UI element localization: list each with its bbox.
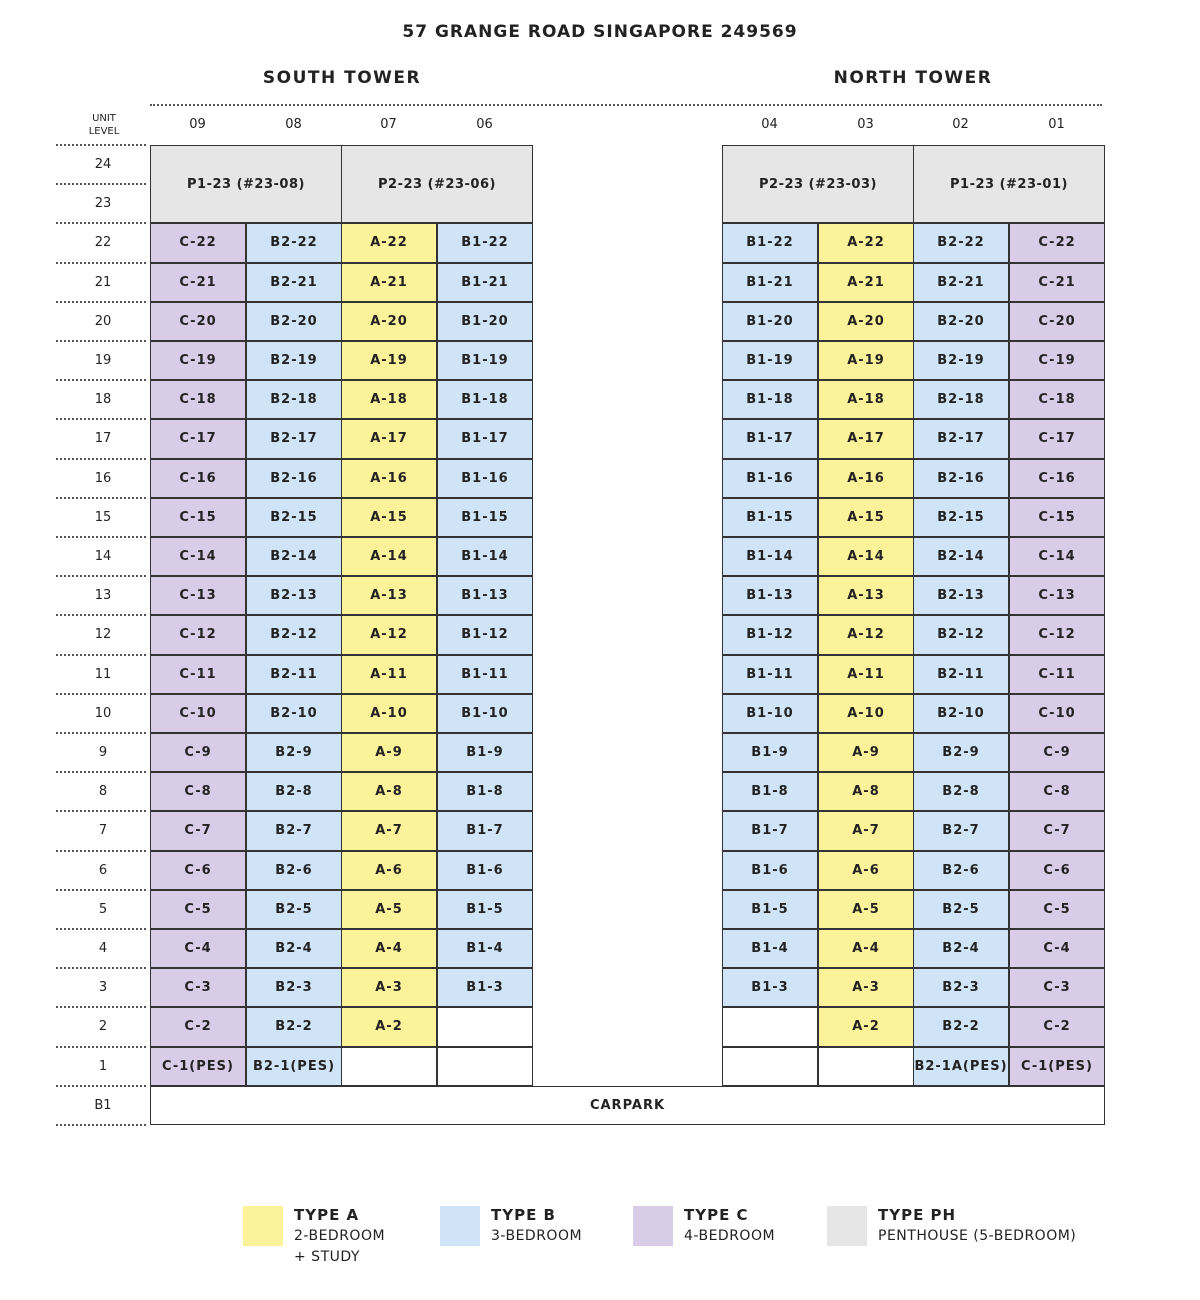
unit-cell: A-22 [818, 223, 914, 262]
level-label-24: 24 [94, 157, 112, 172]
unit-cell: A-17 [818, 419, 914, 458]
unit-cell: A-10 [818, 694, 914, 733]
unit-cell: B2-7 [913, 811, 1009, 850]
unit-cell: C-9 [1009, 733, 1105, 772]
unit-cell: B2-10 [246, 694, 342, 733]
level-divider [56, 379, 146, 381]
unit-cell: C-2 [150, 1007, 246, 1046]
level-divider [56, 614, 146, 616]
column-header-02: 02 [952, 117, 969, 132]
unit-cell: C-20 [1009, 302, 1105, 341]
level-divider [56, 693, 146, 695]
unit-cell: C-1(PES) [1009, 1047, 1105, 1086]
unit-cell: A-2 [341, 1007, 437, 1046]
level-label-20: 20 [94, 313, 112, 329]
unit-cell: B1-7 [437, 811, 533, 850]
legend-title: TYPE C [684, 1206, 749, 1224]
unit-cell: C-14 [1009, 537, 1105, 576]
empty-cell [722, 1047, 818, 1086]
unit-cell: B2-13 [913, 576, 1009, 615]
unit-cell: B2-13 [246, 576, 342, 615]
level-divider [56, 418, 146, 420]
unit-cell: A-7 [341, 811, 437, 850]
unit-cell: B1-13 [722, 576, 818, 615]
level-label-16: 16 [94, 470, 112, 486]
unit-cell: B1-20 [437, 302, 533, 341]
unit-cell: C-9 [150, 733, 246, 772]
unit-cell: B2-18 [913, 380, 1009, 419]
level-label-3: 3 [98, 980, 108, 996]
level-label-12: 12 [94, 627, 112, 643]
unit-cell: C-12 [1009, 615, 1105, 654]
unit-cell: A-6 [818, 851, 914, 890]
unit-cell: C-17 [150, 419, 246, 458]
header-divider [150, 104, 1102, 106]
unit-cell: C-22 [150, 223, 246, 262]
unit-cell: B2-19 [246, 341, 342, 380]
unit-cell: B1-7 [722, 811, 818, 850]
unit-cell: B1-4 [722, 929, 818, 968]
level-divider [56, 144, 146, 146]
unit-cell: B1-6 [722, 851, 818, 890]
level-label-23: 23 [94, 196, 112, 212]
level-label-18: 18 [94, 392, 112, 408]
unit-cell: C-15 [150, 498, 246, 537]
unit-cell: B2-18 [246, 380, 342, 419]
unit-cell: C-11 [150, 655, 246, 694]
unit-cell: B2-16 [913, 459, 1009, 498]
unit-cell: C-20 [150, 302, 246, 341]
penthouse-unit: P2-23 (#23-06) [341, 145, 533, 223]
unit-cell: C-21 [1009, 263, 1105, 302]
level-label: LEVEL [88, 126, 120, 137]
legend-description: PENTHOUSE (5-BEDROOM) [878, 1228, 1077, 1244]
unit-cell: C-1(PES) [150, 1047, 246, 1086]
unit-cell: A-4 [818, 929, 914, 968]
unit-cell: B2-12 [913, 615, 1009, 654]
unit-cell: B2-5 [913, 890, 1009, 929]
unit-cell: A-4 [341, 929, 437, 968]
unit-cell: A-14 [341, 537, 437, 576]
unit-cell: B1-14 [437, 537, 533, 576]
level-divider [56, 497, 146, 499]
unit-cell: C-5 [1009, 890, 1105, 929]
unit-cell: A-19 [818, 341, 914, 380]
unit-cell: B2-9 [246, 733, 342, 772]
unit-cell: B1-17 [437, 419, 533, 458]
unit-cell: C-8 [150, 772, 246, 811]
unit-cell: B2-14 [913, 537, 1009, 576]
unit-cell: A-20 [818, 302, 914, 341]
level-divider [56, 889, 146, 891]
unit-cell: B1-17 [722, 419, 818, 458]
unit-cell: C-5 [150, 890, 246, 929]
unit-cell: C-4 [1009, 929, 1105, 968]
level-label-5: 5 [98, 901, 108, 917]
unit-cell: C-19 [150, 341, 246, 380]
unit-cell: A-8 [341, 772, 437, 811]
legend-description: 2-BEDROOM [294, 1228, 386, 1244]
unit-cell: B2-19 [913, 341, 1009, 380]
legend-swatch [243, 1206, 283, 1246]
unit-cell: B1-8 [722, 772, 818, 811]
unit-cell: C-8 [1009, 772, 1105, 811]
column-header-08: 08 [285, 117, 302, 132]
unit-cell: B1-19 [437, 341, 533, 380]
unit-cell: C-16 [150, 459, 246, 498]
legend-title: TYPE A [294, 1206, 360, 1224]
level-divider [56, 1124, 146, 1126]
unit-cell: A-8 [818, 772, 914, 811]
unit-cell: B2-7 [246, 811, 342, 850]
unit-cell: B2-9 [913, 733, 1009, 772]
unit-cell: A-16 [818, 459, 914, 498]
unit-cell: A-5 [341, 890, 437, 929]
column-header-06: 06 [476, 117, 493, 132]
unit-cell: B2-17 [246, 419, 342, 458]
level-label-1: 1 [98, 1058, 108, 1074]
legend-title: TYPE B [491, 1206, 556, 1224]
empty-cell [722, 1007, 818, 1046]
unit-cell: C-2 [1009, 1007, 1105, 1046]
unit-cell: B1-5 [437, 890, 533, 929]
level-divider [56, 732, 146, 734]
unit-cell: B1-6 [437, 851, 533, 890]
unit-cell: B2-3 [913, 968, 1009, 1007]
unit-cell: C-13 [1009, 576, 1105, 615]
unit-cell: C-6 [150, 851, 246, 890]
level-label-8: 8 [98, 784, 108, 800]
unit-cell: B1-18 [722, 380, 818, 419]
unit-cell: B2-15 [913, 498, 1009, 537]
unit-cell: B2-11 [913, 655, 1009, 694]
unit-cell: B2-3 [246, 968, 342, 1007]
unit-cell: A-20 [341, 302, 437, 341]
unit-cell: B2-6 [913, 851, 1009, 890]
unit-cell: B2-21 [913, 263, 1009, 302]
unit-cell: C-21 [150, 263, 246, 302]
level-divider [56, 262, 146, 264]
unit-cell: C-3 [150, 968, 246, 1007]
unit-cell: B1-22 [722, 223, 818, 262]
column-header-09: 09 [189, 117, 206, 132]
unit-cell: A-22 [341, 223, 437, 262]
unit-cell: A-12 [818, 615, 914, 654]
unit-cell: C-22 [1009, 223, 1105, 262]
unit-cell: B1-4 [437, 929, 533, 968]
level-label-11: 11 [94, 666, 112, 682]
unit-cell: B1-15 [722, 498, 818, 537]
unit-cell: B1-9 [722, 733, 818, 772]
unit-cell: C-11 [1009, 655, 1105, 694]
empty-cell [437, 1007, 533, 1046]
south-tower-title: SOUTH TOWER [262, 68, 422, 88]
empty-cell [437, 1047, 533, 1086]
unit-cell: C-16 [1009, 459, 1105, 498]
unit-cell: B1-14 [722, 537, 818, 576]
unit-cell: A-14 [818, 537, 914, 576]
unit-cell: A-15 [341, 498, 437, 537]
column-header-03: 03 [857, 117, 874, 132]
unit-cell: B1-22 [437, 223, 533, 262]
level-label-2: 2 [98, 1019, 108, 1035]
level-divider [56, 1006, 146, 1008]
unit-cell: B2-21 [246, 263, 342, 302]
unit-cell: C-6 [1009, 851, 1105, 890]
unit-cell: B1-21 [437, 263, 533, 302]
unit-cell: A-12 [341, 615, 437, 654]
level-divider [56, 340, 146, 342]
unit-cell: B2-1(PES) [246, 1047, 342, 1086]
legend-swatch [827, 1206, 867, 1246]
unit-cell: B2-14 [246, 537, 342, 576]
unit-cell: B1-9 [437, 733, 533, 772]
unit-cell: B1-20 [722, 302, 818, 341]
level-divider [56, 1085, 146, 1087]
unit-cell: C-7 [150, 811, 246, 850]
unit-cell: B2-12 [246, 615, 342, 654]
unit-cell: B1-3 [437, 968, 533, 1007]
unit-cell: A-21 [341, 263, 437, 302]
unit-cell: B1-11 [722, 655, 818, 694]
level-label-22: 22 [94, 235, 112, 251]
unit-cell: A-3 [818, 968, 914, 1007]
unit-cell: B1-10 [437, 694, 533, 733]
level-divider [56, 183, 146, 185]
level-label-10: 10 [94, 705, 112, 721]
level-divider [56, 1046, 146, 1048]
level-label-13: 13 [94, 588, 112, 604]
level-label-4: 4 [98, 941, 108, 956]
unit-cell: A-13 [818, 576, 914, 615]
column-header-01: 01 [1048, 117, 1065, 132]
unit-cell: B1-13 [437, 576, 533, 615]
unit-label: UNIT [92, 113, 116, 124]
level-divider [56, 810, 146, 812]
unit-cell: B2-15 [246, 498, 342, 537]
unit-cell: B1-3 [722, 968, 818, 1007]
unit-cell: A-15 [818, 498, 914, 537]
unit-cell: B1-15 [437, 498, 533, 537]
level-label-17: 17 [94, 431, 112, 447]
unit-level-label [80, 112, 128, 138]
unit-cell: A-2 [818, 1007, 914, 1046]
unit-cell: A-16 [341, 459, 437, 498]
unit-cell: C-14 [150, 537, 246, 576]
legend-description: 3-BEDROOM [491, 1228, 583, 1244]
unit-cell: A-5 [818, 890, 914, 929]
penthouse-unit: P1-23 (#23-01) [913, 145, 1105, 223]
unit-cell: B1-21 [722, 263, 818, 302]
unit-cell: C-13 [150, 576, 246, 615]
unit-cell: B2-2 [246, 1007, 342, 1046]
unit-cell: C-10 [1009, 694, 1105, 733]
unit-cell: B2-17 [913, 419, 1009, 458]
unit-cell: B2-10 [913, 694, 1009, 733]
unit-cell: A-18 [818, 380, 914, 419]
unit-cell: B2-22 [246, 223, 342, 262]
legend-swatch [440, 1206, 480, 1246]
unit-cell: C-15 [1009, 498, 1105, 537]
level-divider [56, 458, 146, 460]
legend-description: + STUDY [294, 1249, 360, 1265]
unit-cell: B1-8 [437, 772, 533, 811]
column-header-04: 04 [761, 117, 778, 132]
unit-cell: A-3 [341, 968, 437, 1007]
unit-cell: C-18 [1009, 380, 1105, 419]
level-divider [56, 928, 146, 930]
unit-cell: B2-5 [246, 890, 342, 929]
legend-description: 4-BEDROOM [684, 1228, 776, 1244]
unit-cell: B1-5 [722, 890, 818, 929]
level-label-21: 21 [94, 274, 112, 290]
unit-cell: B1-11 [437, 655, 533, 694]
unit-cell: A-19 [341, 341, 437, 380]
level-label-14: 14 [94, 549, 112, 564]
level-divider [56, 222, 146, 224]
legend-title: TYPE PH [878, 1206, 957, 1224]
unit-cell: B1-12 [722, 615, 818, 654]
unit-cell: C-10 [150, 694, 246, 733]
level-divider [56, 536, 146, 538]
unit-cell: B2-4 [913, 929, 1009, 968]
unit-cell: C-12 [150, 615, 246, 654]
unit-cell: C-19 [1009, 341, 1105, 380]
level-divider [56, 575, 146, 577]
unit-cell: C-7 [1009, 811, 1105, 850]
carpark: CARPARK [150, 1086, 1105, 1125]
penthouse-unit: P1-23 (#23-08) [150, 145, 342, 223]
unit-cell: B1-18 [437, 380, 533, 419]
page-title: 57 GRANGE ROAD SINGAPORE 249569 [402, 22, 798, 42]
unit-cell: B1-12 [437, 615, 533, 654]
penthouse-unit: P2-23 (#23-03) [722, 145, 914, 223]
unit-cell: B2-1A(PES) [913, 1047, 1009, 1086]
unit-cell: A-11 [818, 655, 914, 694]
unit-cell: B2-20 [246, 302, 342, 341]
unit-cell: A-18 [341, 380, 437, 419]
level-label-15: 15 [94, 509, 112, 525]
unit-cell: C-3 [1009, 968, 1105, 1007]
level-label-9: 9 [98, 745, 108, 760]
unit-cell: B2-4 [246, 929, 342, 968]
unit-cell: A-7 [818, 811, 914, 850]
level-divider [56, 967, 146, 969]
level-label-b1: B1 [94, 1097, 112, 1113]
legend-swatch [633, 1206, 673, 1246]
unit-cell: B2-20 [913, 302, 1009, 341]
unit-cell: B1-19 [722, 341, 818, 380]
level-divider [56, 771, 146, 773]
unit-cell: B2-8 [246, 772, 342, 811]
unit-cell: B1-16 [722, 459, 818, 498]
unit-cell: C-4 [150, 929, 246, 968]
unit-cell: B2-8 [913, 772, 1009, 811]
unit-cell: A-17 [341, 419, 437, 458]
empty-cell [818, 1047, 914, 1086]
level-label-19: 19 [94, 353, 112, 368]
unit-cell: B2-2 [913, 1007, 1009, 1046]
unit-cell: A-10 [341, 694, 437, 733]
unit-cell: A-13 [341, 576, 437, 615]
unit-cell: C-17 [1009, 419, 1105, 458]
unit-cell: C-18 [150, 380, 246, 419]
unit-cell: B2-22 [913, 223, 1009, 262]
unit-cell: B1-10 [722, 694, 818, 733]
unit-cell: A-6 [341, 851, 437, 890]
level-label-7: 7 [98, 823, 108, 839]
level-divider [56, 654, 146, 656]
unit-cell: B2-11 [246, 655, 342, 694]
level-divider [56, 850, 146, 852]
unit-cell: B1-16 [437, 459, 533, 498]
unit-cell: A-9 [341, 733, 437, 772]
north-tower-title: NORTH TOWER [833, 68, 993, 88]
level-label-6: 6 [98, 862, 108, 878]
empty-cell [341, 1047, 437, 1086]
unit-cell: A-21 [818, 263, 914, 302]
unit-cell: A-11 [341, 655, 437, 694]
column-header-07: 07 [380, 117, 397, 132]
unit-cell: B2-6 [246, 851, 342, 890]
level-divider [56, 301, 146, 303]
unit-cell: A-9 [818, 733, 914, 772]
unit-cell: B2-16 [246, 459, 342, 498]
